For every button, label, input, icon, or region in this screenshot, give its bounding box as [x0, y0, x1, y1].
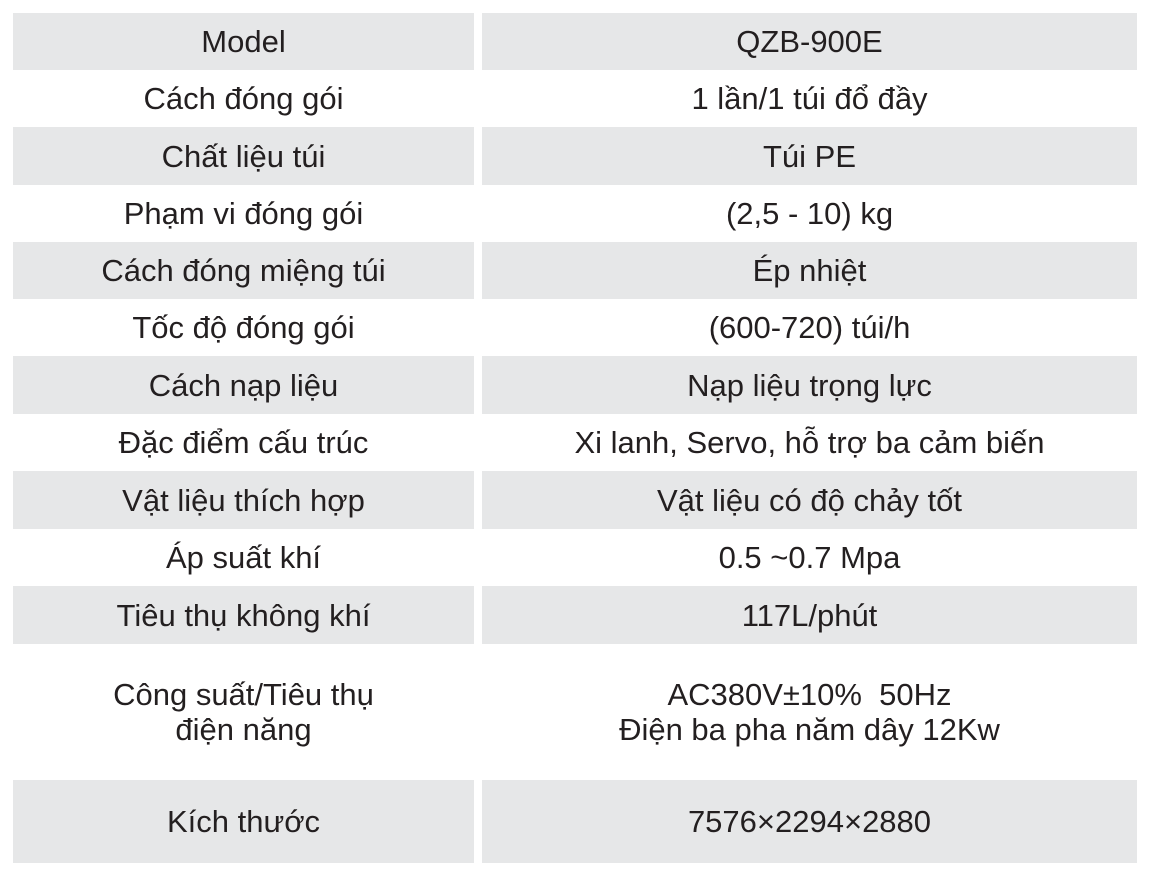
spec-row-bag-material [0, 127, 1162, 185]
spec-row-packing-speed [0, 299, 1162, 356]
spec-row-air-pressure [0, 529, 1162, 586]
spec-label-text: Phạm vi đóng gói [123, 196, 364, 231]
spec-label [13, 780, 474, 863]
spec-value [482, 414, 1137, 471]
spec-value-text: Vật liệu có độ chảy tốt [656, 482, 963, 518]
spec-label-text: Tốc độ đóng gói [132, 310, 355, 345]
spec-label-text: Tiêu thụ không khí [116, 597, 371, 633]
spec-value-text: Túi PE [762, 138, 857, 174]
spec-value-text: Nạp liệu trọng lực [687, 367, 932, 403]
spec-row-structure-features [0, 414, 1162, 471]
spec-value [482, 185, 1137, 242]
spec-label [13, 644, 474, 780]
spec-value [482, 356, 1137, 414]
spec-value [482, 70, 1137, 127]
spec-label [13, 70, 474, 127]
spec-label-line: điện năng [175, 712, 312, 747]
spec-label [13, 356, 474, 414]
spec-value-text: 1 lần/1 túi đổ đầy [691, 81, 928, 116]
spec-value-text: QZB-900E [736, 24, 883, 59]
spec-value-text: Xi lanh, Servo, hỗ trợ ba cảm biến [574, 425, 1045, 460]
spec-label-text: Cách đóng gói [143, 81, 344, 116]
spec-label-text: Cách đóng miệng túi [101, 253, 386, 288]
spec-value-line: Điện ba pha năm dây 12Kw [619, 712, 1000, 747]
spec-value [482, 586, 1137, 644]
spec-value-text: Ép nhiệt [752, 253, 867, 288]
spec-value-line: AC380V±10% 50Hz [667, 677, 952, 712]
spec-row-packing-range [0, 185, 1162, 242]
spec-value-text: 0.5 ~0.7 Mpa [718, 540, 901, 575]
spec-label [13, 299, 474, 356]
spec-label-text: Đặc điểm cấu trúc [118, 425, 369, 460]
spec-row-air-consumption [0, 586, 1162, 644]
spec-value-text: (2,5 - 10) kg [725, 196, 894, 231]
spec-row-feeding-method [0, 356, 1162, 414]
spec-label-text: Chất liệu túi [161, 138, 326, 174]
spec-value [482, 529, 1137, 586]
spec-value [482, 780, 1137, 863]
spec-label-text: Kích thước [166, 804, 321, 839]
spec-value-text: 117L/phút [741, 597, 878, 633]
spec-label-text: Cách nạp liệu [148, 367, 339, 403]
spec-label [13, 471, 474, 529]
spec-value-text: (600-720) túi/h [708, 310, 911, 345]
spec-label [13, 13, 474, 70]
spec-value [482, 242, 1137, 299]
spec-value-text: 7576×2294×2880 [687, 804, 932, 839]
spec-label [13, 414, 474, 471]
spec-label-text: Vật liệu thích hợp [122, 482, 365, 518]
spec-row-model [0, 13, 1162, 70]
spec-row-suitable-material [0, 471, 1162, 529]
spec-label [13, 586, 474, 644]
spec-row-dimensions [0, 780, 1162, 863]
spec-value [482, 299, 1137, 356]
spec-label-text: Áp suất khí [165, 540, 322, 575]
spec-label [13, 529, 474, 586]
spec-row-power [0, 644, 1162, 780]
spec-label [13, 127, 474, 185]
spec-label [13, 185, 474, 242]
spec-row-sealing-method [0, 242, 1162, 299]
spec-value [482, 127, 1137, 185]
spec-label [13, 242, 474, 299]
spec-value [482, 471, 1137, 529]
spec-value [482, 13, 1137, 70]
spec-label-text: Model [201, 24, 286, 59]
spec-row-packing-method [0, 70, 1162, 127]
spec-label-line: Công suất/Tiêu thụ [113, 677, 374, 712]
spec-value [482, 644, 1137, 780]
